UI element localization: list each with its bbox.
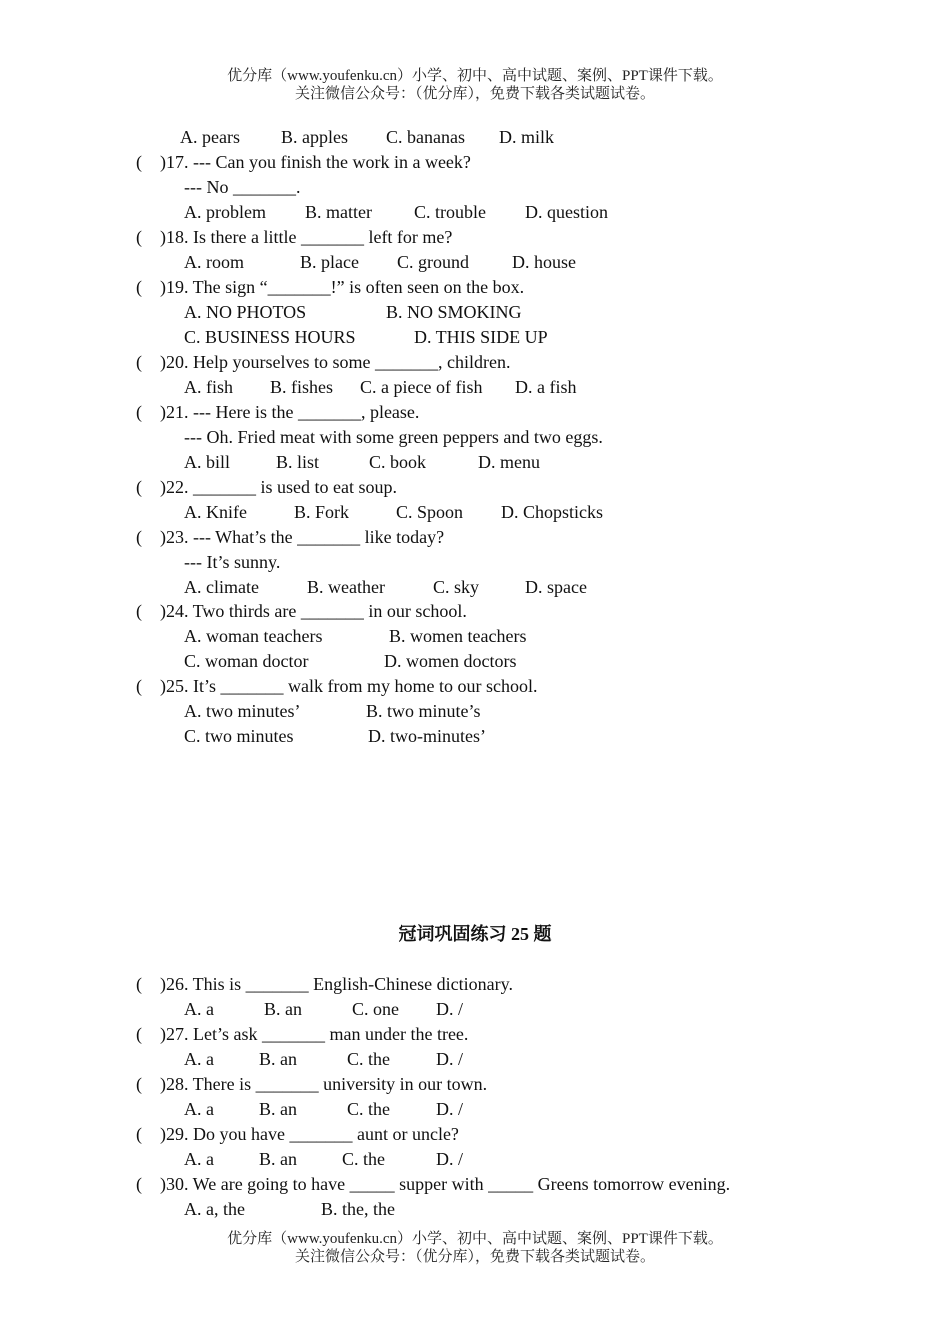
section-title: 冠词巩固练习 25 题 [398,924,552,944]
question-text: )25. It’s _______ walk from my home to our school. [160,676,538,696]
question-text: )28. There is _______ university in our town. [160,1074,488,1094]
option: B. apples [281,127,348,147]
option: C. bananas [386,127,465,147]
option: C. one [352,999,399,1019]
option: D. / [436,1149,463,1169]
option: B. women teachers [389,626,527,646]
page-footer [0,1230,950,1266]
question-text: )17. --- Can you finish the work in a week? [160,152,471,172]
option: B. matter [305,202,372,222]
answer-paren: ( [136,1174,142,1194]
question-text: )21. --- Here is the _______, please. [160,402,420,422]
option: C. woman doctor [184,651,309,671]
question-text: )18. Is there a little _______ left for me? [160,227,453,247]
option: A. a [184,1149,214,1169]
option: D. / [436,1099,463,1119]
question-text: )26. This is _______ English-Chinese dictionary. [160,974,513,994]
question-21-reply: --- Oh. Fried meat with some green peppers and two eggs. [184,427,603,447]
option: C. two minutes [184,726,294,746]
question-text: )29. Do you have _______ aunt or uncle? [160,1124,459,1144]
answer-paren: ( [136,277,142,297]
option: A. Knife [184,502,247,522]
option: D. THIS SIDE UP [414,327,548,347]
question-text: )24. Two thirds are _______ in our school. [160,601,467,621]
option: D. milk [499,127,555,147]
option: C. the [347,1099,390,1119]
option: A. bill [184,452,231,472]
option: A. a [184,1049,214,1069]
option: A. a, the [184,1199,245,1219]
answer-paren: ( [136,1074,142,1094]
option: D. space [525,577,587,597]
answer-paren: ( [136,1124,142,1144]
option: D. / [436,999,463,1019]
option: D. Chopsticks [501,502,604,522]
question-text: )30. We are going to have _____ supper with _____ Greens tomorrow evening. [160,1174,731,1194]
option: A. woman teachers [184,626,323,646]
option: D. / [436,1049,463,1069]
option: B. an [259,1149,297,1169]
option: B. the, the [321,1199,395,1219]
option: D. menu [478,452,540,472]
option: C. a piece of fish [360,377,483,397]
option: C. the [347,1049,390,1069]
option: C. the [342,1149,385,1169]
footer-line-1: 优分库（www.youfenku.cn）小学、初中、高中试题、案例、PPT课件下载。 [227,1231,723,1247]
option: C. book [369,452,427,472]
option: A. climate [184,577,259,597]
option: A. two minutes’ [184,701,301,721]
option: B. list [276,452,320,472]
header-line-2: 关注微信公众号：（优分库），免费下载各类试题试卷。 [294,86,655,102]
option: D. two-minutes’ [368,726,486,746]
question-text: )27. Let’s ask _______ man under the tree. [160,1024,469,1044]
option: B. an [259,1049,297,1069]
option: A. fish [184,377,233,397]
option: C. BUSINESS HOURS [184,327,356,347]
option: B. weather [307,577,385,597]
option: A. a [184,1099,214,1119]
answer-paren: ( [136,676,142,696]
option: A. problem [184,202,266,222]
footer-line-2: 关注微信公众号：（优分库），免费下载各类试题试卷。 [294,1249,655,1265]
option: B. two minute’s [366,701,481,721]
option: B. Fork [294,502,350,522]
option: A. room [184,252,244,272]
option: C. sky [433,577,480,597]
answer-paren: ( [136,974,142,994]
option: C. Spoon [396,502,464,522]
option: D. a fish [515,377,577,397]
answer-paren: ( [136,352,142,372]
question-text: )20. Help yourselves to some _______, children. [160,352,511,372]
option: B. an [264,999,302,1019]
question-23-reply: --- It’s sunny. [184,552,281,572]
answer-paren: ( [136,152,142,172]
question-text: )22. _______ is used to eat soup. [160,477,397,497]
option: C. trouble [414,202,486,222]
option: D. women doctors [384,651,517,671]
answer-paren: ( [136,527,142,547]
question-text: )23. --- What’s the _______ like today? [160,527,445,547]
answer-paren: ( [136,601,142,621]
option: B. place [300,252,359,272]
answer-paren: ( [136,402,142,422]
option: D. house [512,252,576,272]
option: B. an [259,1099,297,1119]
answer-paren: ( [136,227,142,247]
answer-paren: ( [136,1024,142,1044]
page-header [0,67,950,103]
question-text: )19. The sign “_______!” is often seen on the box. [160,277,525,297]
answer-paren: ( [136,477,142,497]
option: D. question [525,202,608,222]
option: A. a [184,999,214,1019]
question-17-reply: --- No _______. [184,177,301,197]
option: B. NO SMOKING [386,302,522,322]
option: B. fishes [270,377,333,397]
option: A. pears [180,127,240,147]
option: A. NO PHOTOS [184,302,307,322]
header-line-1: 优分库（www.youfenku.cn）小学、初中、高中试题、案例、PPT课件下载。 [227,68,723,84]
option: C. ground [397,252,469,272]
